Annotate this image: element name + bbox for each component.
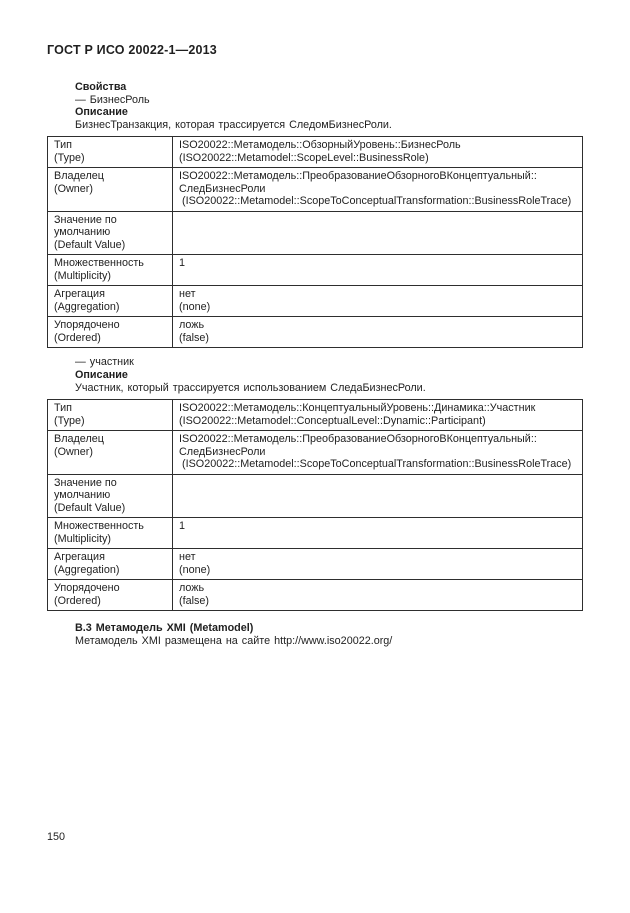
row-label-line: (Owner) xyxy=(54,182,93,195)
row-label-cell xyxy=(48,400,173,431)
row-value-line: ложь xyxy=(179,319,205,332)
row-label-line: Тип xyxy=(54,402,72,415)
table-row-owner xyxy=(48,431,583,475)
row-label-line: (Type) xyxy=(54,414,85,427)
row-value-cell xyxy=(173,580,583,611)
table-row-ordered xyxy=(48,317,583,348)
row-value-cell-empty xyxy=(173,211,583,255)
description-text-business-role: БизнесТранзакция, которая трассируется СледомБизнесРоли. xyxy=(75,118,392,131)
row-label-cell xyxy=(48,474,173,518)
row-value-line: ISO20022::Метамодель::ОбзорныйУровень::БизнесРоль xyxy=(179,139,461,152)
row-label-line: Агрегация xyxy=(54,551,105,564)
row-label-line: (Multiplicity) xyxy=(54,269,111,282)
table-row-default-value xyxy=(48,474,583,518)
row-label-line: Значение по умолчанию xyxy=(54,213,117,239)
row-value-line: (none) xyxy=(179,563,211,576)
row-value-line: 1 xyxy=(179,257,186,270)
row-label-line: (Aggregation) xyxy=(54,300,120,313)
row-value-line: ISO20022::Метамодель::ПреобразованиеОбзорногоВКонцептуальный:: xyxy=(179,170,537,183)
row-value-line: ложь xyxy=(179,582,205,595)
row-value-line: (ISO20022::Metamodel::ConceptualLevel::Dynamic::Participant) xyxy=(179,414,486,427)
row-value-line: (ISO20022::Metamodel::ScopeLevel::BusinessRole) xyxy=(179,151,429,164)
row-label-cell xyxy=(48,211,173,255)
row-value-line: (ISO20022::Metamodel::ScopeToConceptualTransformation::BusinessRoleTrace) xyxy=(179,458,572,471)
row-value-line: нет xyxy=(179,551,196,564)
row-label-cell xyxy=(48,580,173,611)
row-label-cell xyxy=(48,317,173,348)
website-url: http://www.iso20022.org/ xyxy=(274,634,393,647)
property-table-participant xyxy=(47,399,583,611)
property-item-participant: — участник xyxy=(75,356,134,369)
row-value-line: ISO20022::Метамодель::ПреобразованиеОбзорногоВКонцептуальный:: xyxy=(179,433,537,446)
description-heading: Описание xyxy=(75,368,128,381)
row-value-cell xyxy=(173,518,583,549)
row-value-line: СледБизнесРоли xyxy=(179,182,266,195)
row-label-line: Множественность xyxy=(54,257,144,270)
row-label-line: (Ordered) xyxy=(54,331,101,344)
row-value-cell xyxy=(173,168,583,212)
row-value-line: (false) xyxy=(179,594,209,607)
row-value-cell xyxy=(173,400,583,431)
row-label-line: (Aggregation) xyxy=(54,563,120,576)
row-value-line: 1 xyxy=(179,520,186,533)
row-value-line: ISO20022::Метамодель::КонцептуальныйУровень::Динамика::Участник xyxy=(179,402,536,415)
row-value-line: (ISO20022::Metamodel::ScopeToConceptualTransformation::BusinessRoleTrace) xyxy=(179,195,572,208)
row-value-line: СледБизнесРоли xyxy=(179,445,266,458)
table-row-aggregation xyxy=(48,286,583,317)
row-value-cell xyxy=(173,431,583,475)
row-label-line: (Owner) xyxy=(54,445,93,458)
section-b3-text xyxy=(75,635,583,648)
description-text-participant: Участник, который трассируется использованием СледаБизнесРоли. xyxy=(75,381,426,394)
row-label-cell xyxy=(48,168,173,212)
row-label-cell xyxy=(48,137,173,168)
description-heading: Описание xyxy=(75,106,128,119)
row-value-cell-empty xyxy=(173,474,583,518)
page-content xyxy=(47,81,583,647)
table-row-multiplicity xyxy=(48,255,583,286)
page-number: 150 xyxy=(47,831,66,843)
row-value-cell xyxy=(173,137,583,168)
row-label-cell xyxy=(48,549,173,580)
table-row-owner xyxy=(48,168,583,212)
row-label-cell xyxy=(48,431,173,475)
table-row-aggregation xyxy=(48,549,583,580)
row-label-line: (Default Value) xyxy=(54,238,126,251)
row-label-line: (Type) xyxy=(54,151,85,164)
section-b3-heading: В.3 Метамодель XMI (Metamodel) xyxy=(75,622,254,635)
row-value-cell xyxy=(173,549,583,580)
page-header: ГОСТ Р ИСО 20022-1—2013 xyxy=(47,43,217,57)
row-label-line: (Multiplicity) xyxy=(54,532,111,545)
table-row-default-value xyxy=(48,211,583,255)
row-label-line: Множественность xyxy=(54,520,144,533)
row-label-line: (Ordered) xyxy=(54,594,101,607)
row-label-cell xyxy=(48,286,173,317)
row-label-line: Упорядочено xyxy=(54,582,120,595)
property-item-business-role: — БизнесРоль xyxy=(75,93,150,106)
row-label-line: (Default Value) xyxy=(54,501,126,514)
row-value-cell xyxy=(173,255,583,286)
row-label-line: Владелец xyxy=(54,433,104,446)
row-value-line: нет xyxy=(179,288,196,301)
table-row-type xyxy=(48,137,583,168)
row-value-line: (false) xyxy=(179,331,209,344)
row-label-cell xyxy=(48,518,173,549)
row-value-cell xyxy=(173,286,583,317)
row-label-line: Тип xyxy=(54,139,72,152)
row-label-cell xyxy=(48,255,173,286)
table-row-ordered xyxy=(48,580,583,611)
section-b3-text-prefix: Метамодель XMI размещена на сайте xyxy=(75,634,275,647)
table-row-multiplicity xyxy=(48,518,583,549)
row-label-line: Агрегация xyxy=(54,288,105,301)
row-value-line: (none) xyxy=(179,300,211,313)
property-table-business-role xyxy=(47,136,583,348)
row-label-line: Значение по умолчанию xyxy=(54,476,117,502)
table-row-type xyxy=(48,400,583,431)
properties-heading: Свойства xyxy=(75,81,127,93)
row-label-line: Владелец xyxy=(54,170,104,183)
row-value-cell xyxy=(173,317,583,348)
row-label-line: Упорядочено xyxy=(54,319,120,332)
